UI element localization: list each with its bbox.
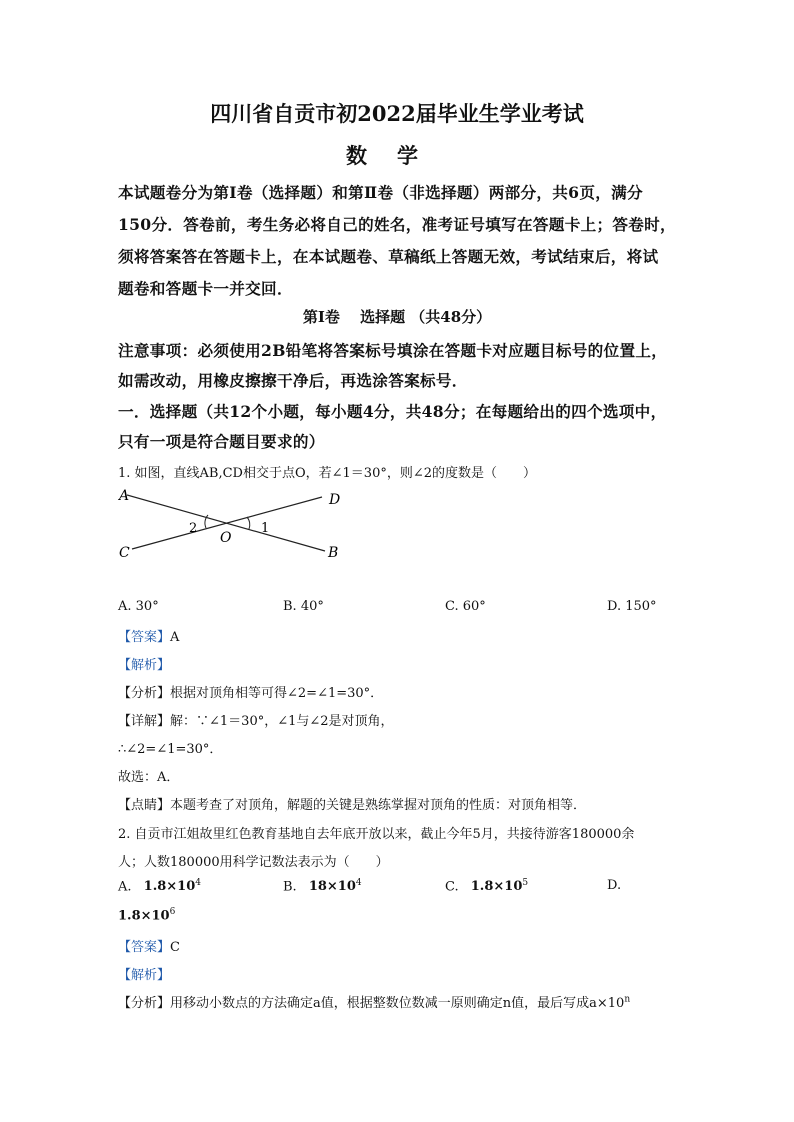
intro-line: 150分．答卷前，考生务必将自己的姓名，准考证号填写在答题卡上；答卷时， [118,215,676,234]
option-exponent: 6 [169,907,176,917]
q1-option-c: C. 60° [445,599,486,614]
q2-fenxi [118,992,630,1011]
q1-answer [118,626,179,645]
q1-choose: 故选：A． [118,770,180,785]
option-mantissa: 1.8×10 [143,879,196,895]
option-label: B. [283,879,297,895]
fenxi-tag: 【分析】 [118,686,171,701]
fenxi-exponent: n [624,994,631,1005]
option-mantissa: 18×10 [308,879,356,895]
fenxi-tag: 【分析】 [118,996,171,1011]
notice-line: 如需改动，用橡皮擦擦干净后，再选涂答案标号． [118,371,468,390]
xiangjie-text: 解：∵∠1＝30°，∠1与∠2是对顶角， [170,714,394,729]
intro-line: 本试题卷分为第Ⅰ卷（选择题）和第Ⅱ卷（非选择题）两部分，共6页，满分 [118,183,643,202]
q2-option-a [118,878,201,894]
label-d: D [329,492,341,508]
part-heading-line: 只有一项是符合题目要求的） [118,432,325,451]
label-o: O [220,530,232,546]
q1-option-a: A. 30° [118,599,159,614]
label-angle-2: 2 [189,521,198,536]
q2-analysis-tag: 【解析】 [118,968,171,983]
q1-fenxi [118,682,383,701]
q1-therefore: ∴∠2=∠1=30°． [118,742,223,757]
label-angle-1: 1 [261,521,270,536]
dianjing-text: 本题考查了对顶角，解题的关键是熟练掌握对顶角的性质：对顶角相等． [170,798,587,813]
q1-dianjing [118,794,586,813]
option-exponent: 4 [355,878,362,888]
option-exponent: 4 [195,878,202,888]
option-mantissa: 1.8×10 [118,908,170,924]
fenxi-text: 用移动小数点的方法确定a值，根据整数位数减一原则确定n值，最后写成a×10 [170,996,625,1011]
angle-1-arc [247,517,250,529]
q1-option-b: B. 40° [283,599,324,614]
answer-value: A [170,630,180,645]
answer-value: C [170,940,180,955]
answer-tag: 【答案】 [118,630,171,645]
subject-title: 数学 [346,143,448,168]
q1-figure [110,485,360,565]
label-b: B [328,545,339,561]
section-heading: 第Ⅰ卷 选择题 （共48分） [302,308,492,326]
q2-option-c [445,878,528,894]
part-heading-line: 一．选择题（共12个小题，每小题4分，共48分；在每题给出的四个选项中， [118,402,667,421]
notice-line: 注意事项：必须使用2B铅笔将答案标号填涂在答题卡对应题目标号的位置上， [118,341,668,360]
q2-option-d-label: D. [607,878,622,893]
option-mantissa: 1.8×10 [470,879,523,895]
fenxi-text: 根据对顶角相等可得∠2=∠1=30°． [170,686,384,701]
dianjing-tag: 【点睛】 [118,798,171,813]
exam-title: 四川省自贡市初2022届毕业生学业考试 [210,101,584,126]
intro-line: 须将答案答在答题卡上，在本试题卷、草稿纸上答题无效，考试结束后，将试 [118,247,659,266]
q1-stem: 1. 如图，直线AB,CD相交于点O，若∠1＝30°，则∠2的度数是（ ） [118,466,537,481]
q1-xiangjie [118,710,394,729]
option-label: A. [118,879,132,895]
option-label: C. [445,879,459,895]
option-exponent: 5 [522,878,529,888]
q2-stem-line: 人；人数180000用科学记数法表示为（ ） [118,855,389,870]
q2-stem-line: 2. 自贡市江姐故里红色教育基地自去年底开放以来，截止今年5月，共接待游客180000余 [118,827,635,842]
q2-option-b [283,878,362,894]
label-a: A [119,488,130,504]
q2-answer [118,936,180,955]
q2-option-d [118,907,175,923]
answer-tag: 【答案】 [118,940,171,955]
intro-line: 题卷和答题卡一并交回． [118,279,293,298]
q1-analysis-tag: 【解析】 [118,658,171,673]
q1-option-d: D. 150° [607,599,657,614]
label-c: C [119,545,130,561]
xiangjie-tag: 【详解】 [118,714,171,729]
